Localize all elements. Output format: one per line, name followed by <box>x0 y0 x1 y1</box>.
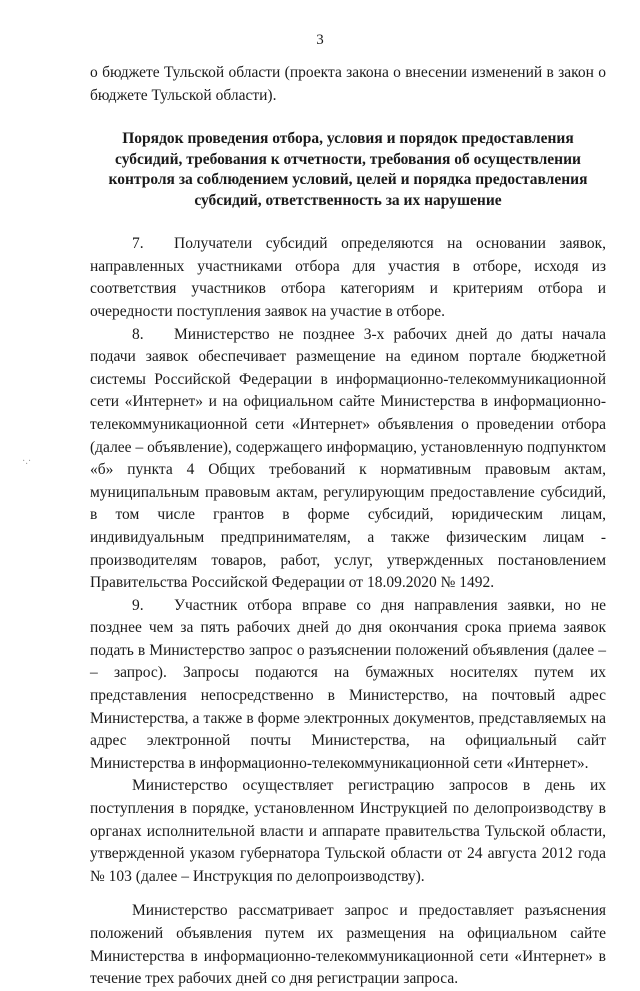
paragraph-text: Получатели субсидий определяются на основании заявок, направленных участниками отбора для участия в отборе, исходя из соответствия участников отбора категориям и критериям отбора и очередности поступления заявок на участие в отборе. <box>90 235 606 320</box>
document-body <box>90 62 606 991</box>
intro-paragraph: о бюджете Тульской области (проекта закона о внесении изменений в закон о бюджете Тульской области). <box>90 64 606 104</box>
paragraph-text: Участник отбора вправе со дня направления заявки, но не позднее чем за пять рабочих дней до дня окончания срока приема заявок подать в Министерство запрос о разъяснении положений объявления (далее – – запрос). Запросы подаются на бумажных носителях путем их представления непосредственно в Министерство, на почтовый адрес Министерства, а также в форме электронных документов, представляемых на адрес электронной почты Министерства, на официальный сайт Министерства в информационно-телекоммуникационной сети «Интернет». <box>90 596 606 772</box>
paragraph-spacer <box>90 888 606 900</box>
paragraph-registration: Министерство осуществляет регистрацию запросов в день их поступления в порядке, установленном Инструкцией по делопроизводству в органах исполнительной власти и аппарате правительства Тульской области, утвержденной указом губернатора Тульской области от 24 августа 2012 года № 103 (далее – Инструкция по делопроизводству). <box>90 777 606 885</box>
paragraph-7 <box>90 233 606 323</box>
paragraph-clarification: Министерство рассматривает запрос и предоставляет разъяснения положений объявления путем их размещения на официальном сайте Министерства в информационно-телекоммуникационной сети «Интернет» в течение трех рабочих дней со дня регистрации запроса. <box>90 902 606 988</box>
paragraph-text: Министерство не позднее 3-х рабочих дней до даты начала подачи заявок обеспечивает размещение на едином портале бюджетной системы Российской Федерации в информационно-телекоммуникационной сети «Интернет» и на официальном сайте Министерства в информационно-телекоммуникационной сети «Интернет» объявления о проведении отбора (далее – объявление), содержащего информацию, установленную подпунктом «б» пункта 4 Общих требований к нормативным правовым актам, муниципальным правовым актам, регулирующим предоставление субсидий, в том числе грантов в форме субсидий, юридическим лицам, индивидуальным предпринимателям, а также физическим лицам - производителям товаров, работ, услуг, утвержденных постановлением Правительства Российской Федерации от 18.09.2020 № 1492. <box>90 325 606 592</box>
section-heading: Порядок проведения отбора, условия и порядок предоставления субсидий, требования к отчетности, требования об осуществлении контроля за соблюдением условий, целей и порядка предоставления субсидий, ответственность за их нарушение <box>108 130 588 209</box>
paragraph-number: 9. <box>132 596 144 614</box>
page-number: 3 <box>316 32 324 48</box>
paragraph-9 <box>90 595 606 776</box>
scan-mark: ·.· <box>22 456 32 467</box>
paragraph-8 <box>90 324 606 595</box>
paragraph-number: 7. <box>132 235 144 253</box>
paragraph-number: 8. <box>132 325 144 343</box>
